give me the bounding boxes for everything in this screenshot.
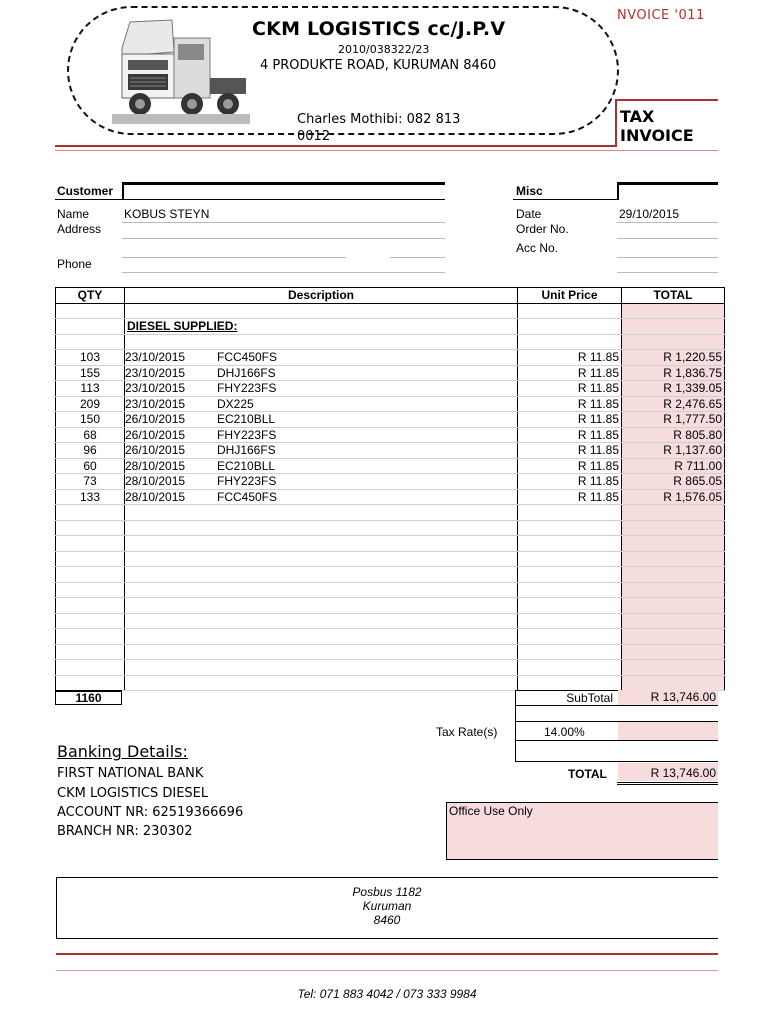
unit-price-cell — [518, 629, 622, 645]
qty-cell — [56, 613, 125, 629]
total-cell — [622, 582, 725, 598]
qty-cell — [56, 582, 125, 598]
description-cell — [125, 644, 518, 660]
delivery-date: 28/10/2015 — [125, 458, 186, 473]
description-cell — [125, 412, 518, 428]
postal-line-3: 8460 — [373, 913, 401, 927]
total-cell — [622, 567, 725, 583]
total-cell — [622, 613, 725, 629]
vehicle-code: FCC450FS — [217, 350, 278, 365]
table-row — [56, 489, 725, 505]
date-line — [617, 222, 718, 223]
description-cell — [125, 334, 518, 350]
unit-price-cell — [518, 536, 622, 552]
table-row — [56, 458, 725, 474]
qty-cell: 150 — [56, 412, 125, 428]
total-cell: R 2,476.65 — [622, 396, 725, 412]
qty-cell — [56, 505, 125, 521]
customer-name: KOBUS STEYN — [124, 207, 210, 221]
footer-red-rule — [56, 953, 718, 955]
qty-cell: 113 — [56, 381, 125, 397]
description-cell — [125, 629, 518, 645]
description-cell — [125, 427, 518, 443]
date-label: Date — [516, 207, 542, 221]
qty-cell — [56, 303, 125, 319]
total-cell — [622, 505, 725, 521]
unit-price-cell — [518, 334, 622, 350]
total-cell: R 1,576.05 — [622, 489, 725, 505]
footer-telephone: Tel: 071 883 4042 / 073 333 9984 — [297, 987, 477, 1001]
vehicle-code: FCC450FS — [217, 489, 278, 504]
postal-line-2: Kuruman — [362, 899, 412, 913]
total-cell — [622, 520, 725, 536]
description-cell — [125, 613, 518, 629]
qty-cell — [56, 629, 125, 645]
header-unit-price: Unit Price — [518, 288, 622, 304]
table-row — [56, 427, 725, 443]
header-divider-red — [55, 145, 617, 147]
description-cell — [125, 520, 518, 536]
company-address: 4 PRODUKTE ROAD, KURUMAN 8460 — [260, 58, 497, 73]
unit-price-cell — [518, 582, 622, 598]
registration-number: 2010/038322/23 — [338, 43, 430, 56]
qty-cell: 209 — [56, 396, 125, 412]
acc-no-label: Acc No. — [516, 241, 559, 255]
header-total: TOTAL — [622, 288, 725, 304]
name-label: Name — [57, 207, 90, 221]
customer-underline — [55, 199, 445, 200]
table-row — [56, 396, 725, 412]
qty-cell — [56, 644, 125, 660]
address-label: Address — [57, 222, 102, 236]
total-cell: R 865.05 — [622, 474, 725, 490]
truck-image — [112, 16, 250, 124]
delivery-date: 23/10/2015 — [125, 396, 186, 411]
total-cell — [622, 629, 725, 645]
qty-cell — [56, 660, 125, 676]
total-cell: R 1,339.05 — [622, 381, 725, 397]
section-title: DIESEL SUPPLIED: — [125, 319, 518, 335]
unit-price-cell: R 11.85 — [518, 458, 622, 474]
table-row — [56, 319, 725, 335]
vehicle-code: DX225 — [217, 396, 254, 411]
order-line — [617, 238, 718, 239]
misc-bar — [617, 182, 718, 185]
description-cell — [125, 443, 518, 459]
total-cell — [622, 675, 725, 691]
vehicle-code: EC210BLL — [217, 412, 276, 427]
table-row — [56, 660, 725, 676]
table-row — [56, 520, 725, 536]
account-number: ACCOUNT NR: 62519366696 — [57, 805, 244, 820]
tax-amount-cell — [618, 722, 718, 740]
account-name: CKM LOGISTICS DIESEL — [57, 786, 209, 801]
delivery-date: 28/10/2015 — [125, 489, 186, 504]
table-row — [56, 675, 725, 691]
branch-number: BRANCH NR: 230302 — [57, 824, 193, 839]
table-row — [56, 334, 725, 350]
unit-price-cell — [518, 319, 622, 335]
invoice-date: 29/10/2015 — [619, 207, 680, 221]
table-row — [56, 582, 725, 598]
delivery-date: 26/10/2015 — [125, 427, 186, 442]
table-row — [56, 505, 725, 521]
qty-cell: 60 — [56, 458, 125, 474]
total-cell — [622, 551, 725, 567]
table-row — [56, 629, 725, 645]
table-row — [56, 536, 725, 552]
unit-price-cell: R 11.85 — [518, 443, 622, 459]
vehicle-code: FHY223FS — [217, 474, 277, 489]
description-cell — [125, 474, 518, 490]
postal-address — [56, 885, 718, 927]
total-cell — [622, 598, 725, 614]
total-cell — [622, 644, 725, 660]
description-cell — [125, 381, 518, 397]
table-row — [56, 381, 725, 397]
qty-cell — [56, 520, 125, 536]
unit-price-cell — [518, 551, 622, 567]
unit-price-cell — [518, 520, 622, 536]
total-cell: R 1,777.50 — [622, 412, 725, 428]
delivery-date: 23/10/2015 — [125, 365, 186, 380]
grand-total-value: R 13,746.00 — [618, 763, 718, 781]
office-use-box — [446, 802, 718, 860]
unit-price-cell: R 11.85 — [518, 350, 622, 366]
vehicle-code: DHJ166FS — [217, 443, 276, 458]
total-cell — [622, 660, 725, 676]
misc-underline — [513, 199, 618, 200]
table-row — [56, 350, 725, 366]
qty-cell: 96 — [56, 443, 125, 459]
delivery-date: 26/10/2015 — [125, 412, 186, 427]
header-description: Description — [125, 288, 518, 304]
misc-bar-tick — [617, 182, 619, 200]
qty-cell: 73 — [56, 474, 125, 490]
description-cell — [125, 489, 518, 505]
total-cell: R 1,220.55 — [622, 350, 725, 366]
unit-price-cell: R 11.85 — [518, 427, 622, 443]
description-cell — [125, 582, 518, 598]
tax-left-border — [515, 721, 516, 761]
unit-price-cell — [518, 303, 622, 319]
delivery-date: 28/10/2015 — [125, 474, 186, 489]
table-header-row — [56, 288, 725, 304]
acc-line — [617, 257, 718, 258]
table-row — [56, 474, 725, 490]
address-line-3 — [390, 257, 445, 258]
office-use-label: Office Use Only — [449, 804, 533, 818]
document-type: TAX INVOICE — [620, 107, 694, 145]
table-row — [56, 303, 725, 319]
unit-price-cell: R 11.85 — [518, 365, 622, 381]
total-cell: R 1,836.75 — [622, 365, 725, 381]
qty-cell: 103 — [56, 350, 125, 366]
invoice-number: NVOICE '011 — [617, 8, 705, 23]
description-cell — [125, 567, 518, 583]
misc-section-label: Misc — [516, 184, 543, 198]
unit-price-cell: R 11.85 — [518, 381, 622, 397]
description-cell — [125, 350, 518, 366]
total-cell: R 1,137.60 — [622, 443, 725, 459]
qty-cell — [56, 675, 125, 691]
subtotal-bottom-rule — [515, 705, 718, 706]
qty-cell — [56, 536, 125, 552]
tax-invoice-top-rule — [617, 99, 718, 101]
vehicle-code: DHJ166FS — [217, 365, 276, 380]
qty-cell: 155 — [56, 365, 125, 381]
address-line-2 — [122, 257, 346, 258]
customer-bar-tick — [122, 182, 124, 200]
vehicle-code: EC210BLL — [217, 458, 276, 473]
vehicle-code: FHY223FS — [217, 427, 277, 442]
company-name: CKM LOGISTICS cc/J.P.V — [252, 18, 506, 40]
unit-price-cell — [518, 675, 622, 691]
unit-price-cell — [518, 660, 622, 676]
qty-cell — [56, 319, 125, 335]
table-row — [56, 644, 725, 660]
subtotal-label: SubTotal — [566, 691, 613, 705]
name-line — [122, 222, 445, 223]
qty-cell: 68 — [56, 427, 125, 443]
qty-cell — [56, 334, 125, 350]
qty-cell — [56, 551, 125, 567]
total-cell — [622, 536, 725, 552]
tax-rate-value: 14.00% — [544, 725, 585, 739]
tax-rate-label: Tax Rate(s) — [436, 725, 498, 739]
total-cell: R 805.80 — [622, 427, 725, 443]
table-row — [56, 365, 725, 381]
unit-price-cell — [518, 644, 622, 660]
grand-total-double-rule — [617, 782, 718, 785]
total-cell: R 711.00 — [622, 458, 725, 474]
qty-cell — [56, 598, 125, 614]
unit-price-cell — [518, 567, 622, 583]
table-row — [56, 598, 725, 614]
total-cell — [622, 303, 725, 319]
order-no-label: Order No. — [516, 222, 569, 236]
total-cell — [622, 334, 725, 350]
table-row — [56, 412, 725, 428]
total-top-rule — [515, 761, 718, 762]
unit-price-cell — [518, 505, 622, 521]
delivery-date: 23/10/2015 — [125, 350, 186, 365]
description-cell — [125, 505, 518, 521]
phone-line — [122, 272, 445, 273]
description-cell — [125, 536, 518, 552]
grand-total-label: TOTAL — [568, 767, 607, 781]
description-cell — [125, 396, 518, 412]
postal-line-1: Posbus 1182 — [352, 885, 422, 899]
delivery-date: 26/10/2015 — [125, 443, 186, 458]
customer-bar — [122, 182, 445, 185]
header-divider-light — [55, 150, 718, 151]
footer-light-rule — [56, 970, 718, 971]
description-cell — [125, 458, 518, 474]
qty-cell: 133 — [56, 489, 125, 505]
unit-price-cell — [518, 613, 622, 629]
banking-title: Banking Details: — [57, 742, 188, 761]
unit-price-cell — [518, 598, 622, 614]
vehicle-code: FHY223FS — [217, 381, 277, 396]
delivery-date: 23/10/2015 — [125, 381, 186, 396]
table-row — [56, 551, 725, 567]
phone-label: Phone — [57, 257, 92, 271]
total-qty: 1160 — [55, 690, 122, 705]
unit-price-cell: R 11.85 — [518, 474, 622, 490]
bank-name: FIRST NATIONAL BANK — [57, 766, 204, 781]
description-cell — [125, 303, 518, 319]
description-cell — [125, 660, 518, 676]
table-row — [56, 567, 725, 583]
tax-invoice-side-rule — [615, 99, 617, 147]
description-cell — [125, 551, 518, 567]
subtotal-value: R 13,746.00 — [618, 690, 718, 705]
table-row — [56, 613, 725, 629]
items-table — [55, 287, 725, 691]
unit-price-cell: R 11.85 — [518, 396, 622, 412]
description-cell — [125, 365, 518, 381]
address-line-1 — [122, 238, 445, 239]
customer-section-label: Customer — [57, 184, 114, 198]
contact-person: Charles Mothibi: 082 813 0012 — [297, 112, 461, 144]
total-cell — [622, 319, 725, 335]
tax-bottom-rule — [515, 740, 718, 741]
unit-price-cell: R 11.85 — [518, 412, 622, 428]
table-row — [56, 443, 725, 459]
description-cell — [125, 598, 518, 614]
qty-cell — [56, 567, 125, 583]
misc-line-4 — [617, 272, 718, 273]
unit-price-cell: R 11.85 — [518, 489, 622, 505]
header-qty: QTY — [56, 288, 125, 304]
description-cell — [125, 675, 518, 691]
